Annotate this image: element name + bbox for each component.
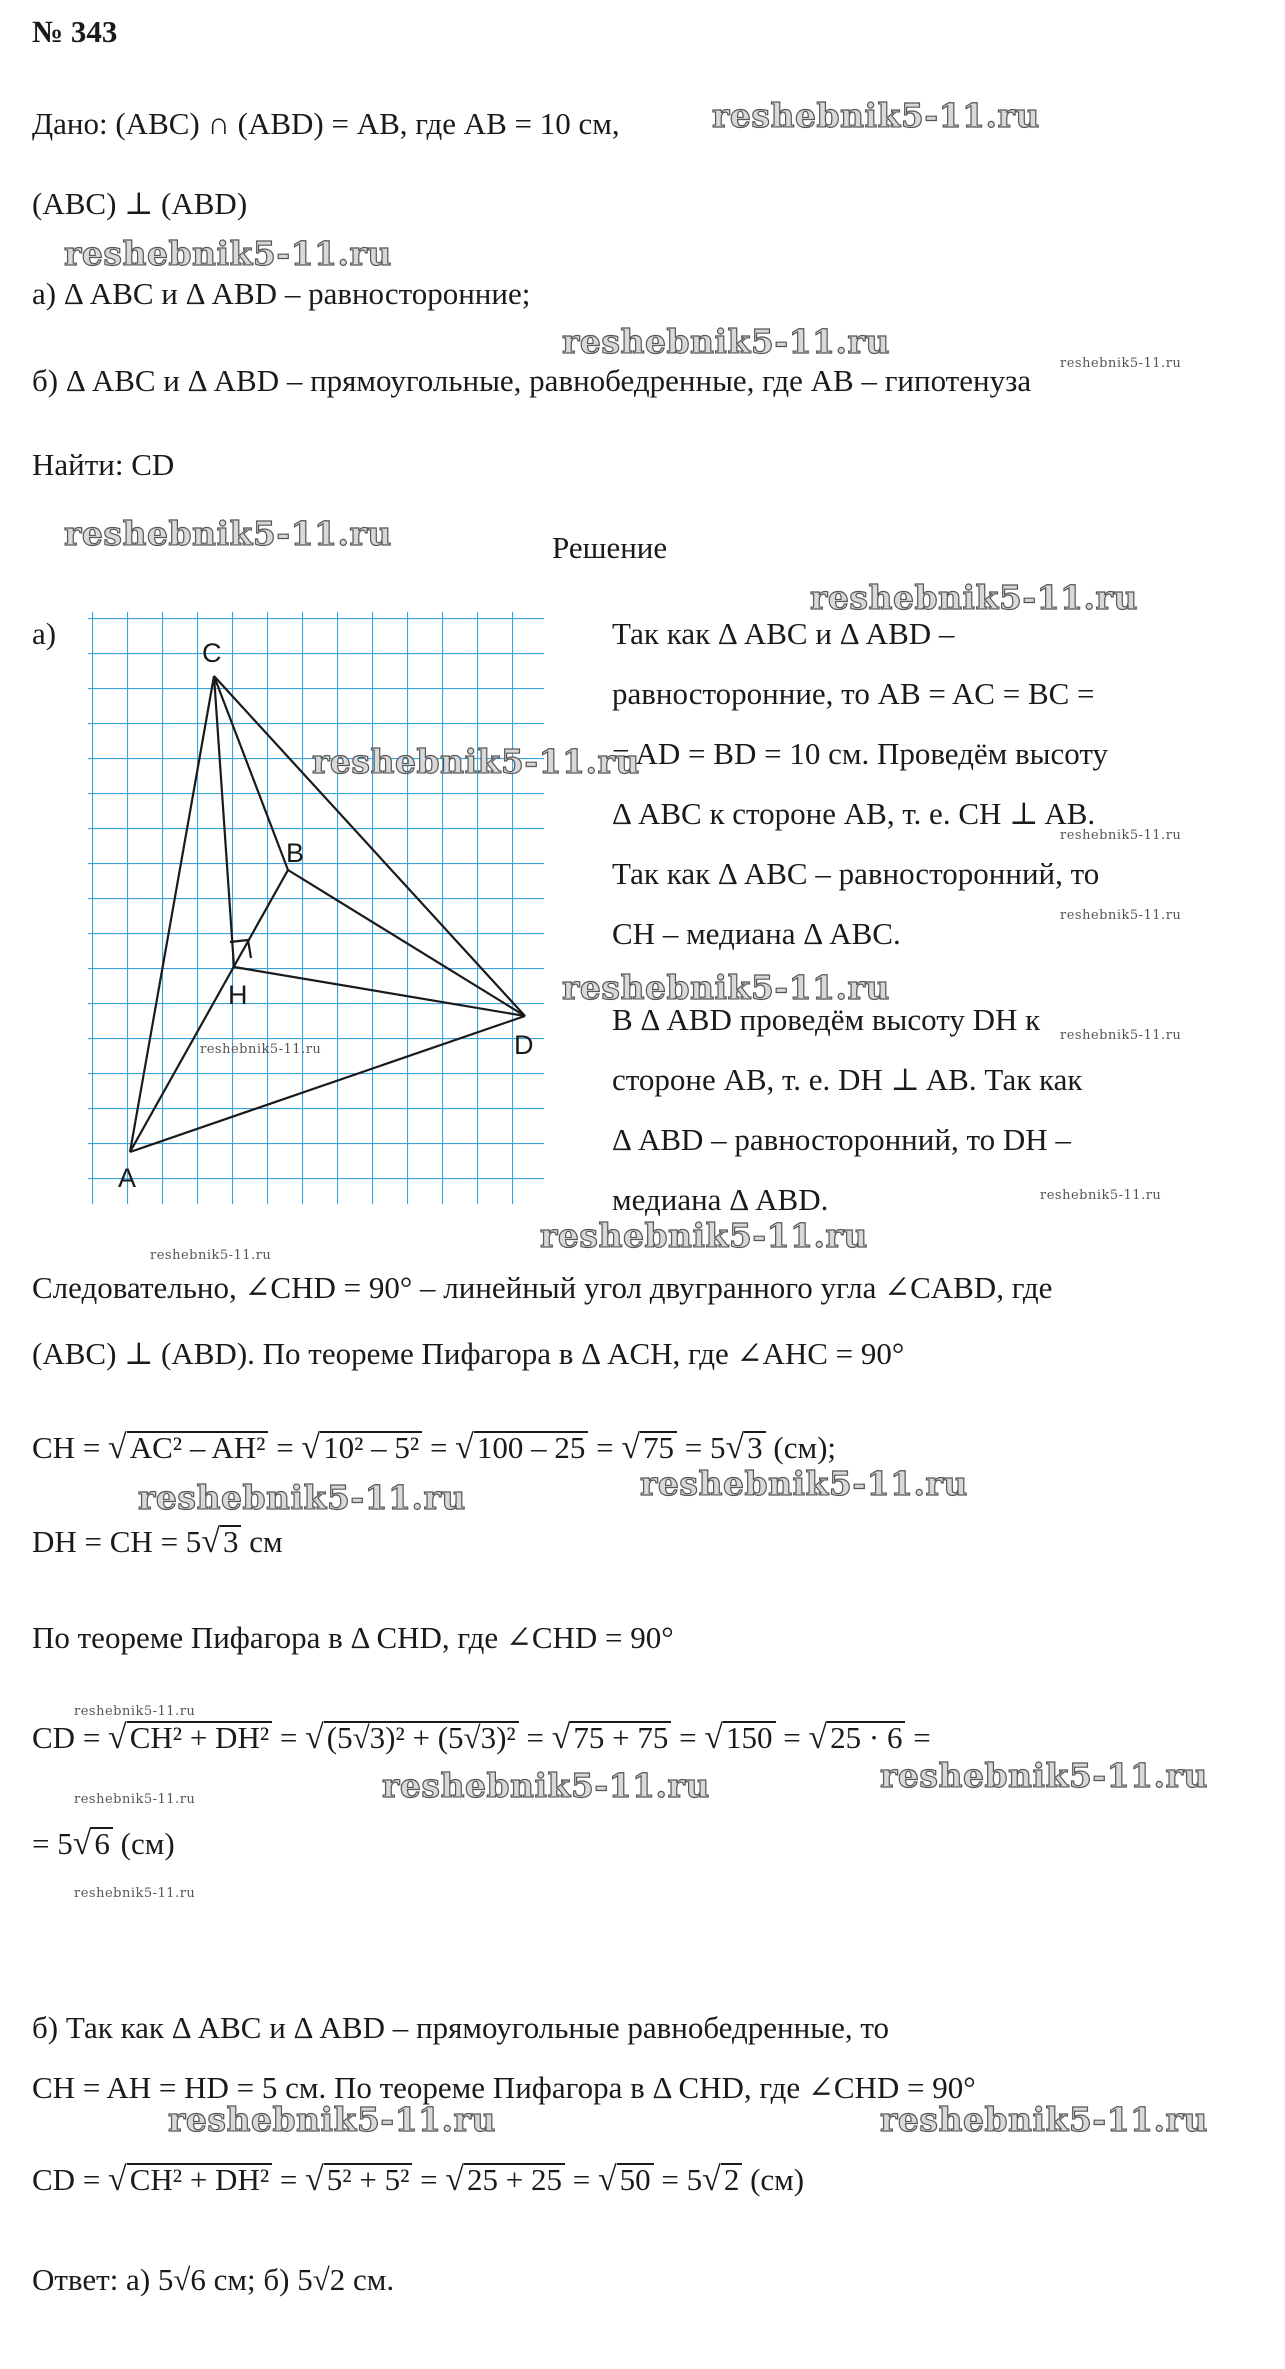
watermark: reshebnik5-11.ru [64, 234, 392, 273]
grid-background [88, 612, 544, 1204]
watermark: reshebnik5-11.ru [64, 514, 392, 553]
side-line-5: Так как Δ ABC – равносторонний, то [612, 856, 1100, 891]
part-a-label: а) [32, 616, 57, 651]
label-c: C [202, 638, 222, 668]
watermark-small: reshebnik5-11.ru [1060, 828, 1182, 843]
side-line-10: медиана Δ ABD. [612, 1182, 829, 1217]
watermark-small: reshebnik5-11.ru [74, 1886, 196, 1901]
side-line-2: равносторонние, то AB = AC = BC = [612, 676, 1095, 711]
watermark-small: reshebnik5-11.ru [74, 1704, 196, 1719]
conclusion-line-2: (ABC) ⊥ (ABD). По теореме Пифагора в Δ ACH, где ∠AHC = 90° [32, 1336, 905, 1371]
dh-formula: DH = CH = 5√3 см [32, 1523, 283, 1560]
side-line-7: В Δ ABD проведём высоту DH к [612, 1002, 1041, 1037]
watermark: reshebnik5-11.ru [712, 96, 1040, 135]
label-d: D [514, 1030, 534, 1060]
watermark-small: reshebnik5-11.ru [1060, 1028, 1182, 1043]
watermark: reshebnik5-11.ru [168, 2100, 496, 2139]
watermark-small: reshebnik5-11.ru [1040, 1188, 1162, 1203]
side-line-9: Δ ABD – равносторонний, то DH – [612, 1122, 1071, 1157]
part-b-line-2: CH = AH = HD = 5 см. По теореме Пифагора в Δ CHD, где ∠CHD = 90° [32, 2070, 976, 2105]
watermark-small: reshebnik5-11.ru [150, 1248, 272, 1263]
cd-formula-b: CD = √CH² + DH² = √5² + 5² = √25 + 25 = √50 = 5√2 (см) [32, 2161, 805, 2198]
watermark: reshebnik5-11.ru [880, 1756, 1208, 1795]
watermark: reshebnik5-11.ru [138, 1478, 466, 1517]
watermark-small: reshebnik5-11.ru [1060, 908, 1182, 923]
label-h: H [228, 980, 248, 1010]
side-line-8: стороне AB, т. е. DH ⊥ AB. Так как [612, 1062, 1083, 1097]
watermark: reshebnik5-11.ru [562, 322, 890, 361]
watermark: reshebnik5-11.ru [640, 1464, 968, 1503]
watermark: reshebnik5-11.ru [382, 1766, 710, 1805]
conclusion-line-1: Следовательно, ∠CHD = 90° – линейный угол двугранного угла ∠CABD, где [32, 1270, 1053, 1305]
watermark: reshebnik5-11.ru [312, 742, 640, 781]
given-line-2: (ABC) ⊥ (ABD) [32, 186, 248, 221]
side-line-3: = AD = BD = 10 см. Проведём высоту [612, 736, 1108, 771]
watermark-small: reshebnik5-11.ru [200, 1042, 322, 1057]
watermark: reshebnik5-11.ru [810, 578, 1138, 617]
watermark: reshebnik5-11.ru [540, 1216, 868, 1255]
answer: Ответ: а) 5√6 см; б) 5√2 см. [32, 2262, 395, 2297]
part-b-line-1: б) Так как Δ ABC и Δ ABD – прямоугольные равнобедренные, то [32, 2010, 889, 2045]
problem-number: № 343 [32, 14, 118, 49]
cd-formula: CD = √CH² + DH² = √(5√3)² + (5√3)² = √75 + 75 = √150 = √25 · 6 = [32, 1719, 931, 1756]
ch-formula: CH = √AC² – AH² = √10² – 5² = √100 – 25 = √75 = 5√3 (см); [32, 1429, 837, 1466]
label-a: A [118, 1163, 137, 1193]
cd-result: = 5√6 (см) [32, 1825, 175, 1862]
side-line-4: Δ ABC к стороне AB, т. е. CH ⊥ AB. [612, 796, 1096, 831]
watermark: reshebnik5-11.ru [562, 968, 890, 1007]
watermark: reshebnik5-11.ru [880, 2100, 1208, 2139]
solution-heading: Решение [552, 530, 668, 565]
given-line-1: Дано: (ABC) ∩ (ABD) = AB, где AB = 10 см, [32, 106, 620, 141]
label-b: B [286, 838, 305, 868]
watermark-small: reshebnik5-11.ru [1060, 356, 1182, 371]
case-a-statement: а) Δ ABC и Δ ABD – равносторонние; [32, 276, 531, 311]
find-statement: Найти: CD [32, 447, 175, 482]
side-line-6: CH – медиана Δ ABC. [612, 916, 901, 951]
pythagoras-chd: По теореме Пифагора в Δ CHD, где ∠CHD = 90° [32, 1620, 674, 1655]
pyramid-figure [88, 612, 544, 1204]
case-b-statement: б) Δ ABC и Δ ABD – прямоугольные, равнобедренные, где AB – гипотенуза [32, 363, 1032, 398]
watermark-small: reshebnik5-11.ru [74, 1792, 196, 1807]
side-line-1: Так как Δ ABC и Δ ABD – [612, 616, 955, 651]
